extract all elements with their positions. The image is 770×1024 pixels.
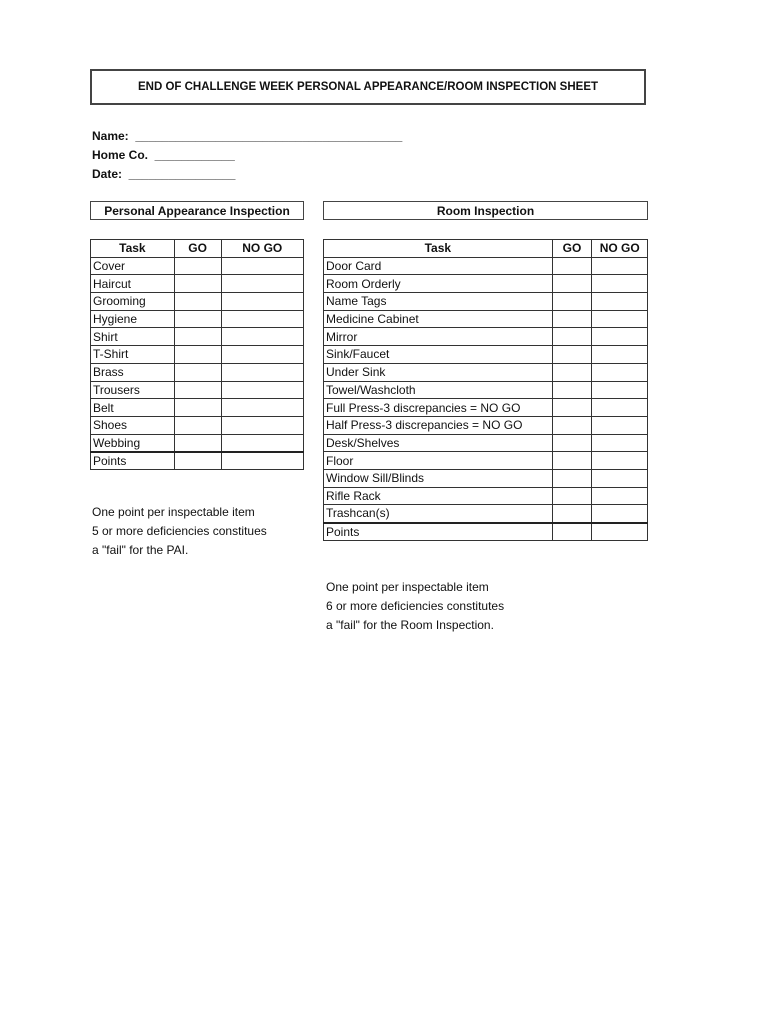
task-cell: Towel/Washcloth — [324, 381, 553, 399]
go-cell[interactable] — [174, 310, 221, 328]
table-row — [91, 416, 304, 434]
pai-table — [90, 239, 304, 470]
pai-heading: Personal Appearance Inspection — [90, 201, 304, 220]
go-cell[interactable] — [552, 363, 592, 381]
header-fields — [92, 127, 402, 184]
no-go-cell[interactable] — [221, 310, 303, 328]
column-header-no-go: NO GO — [221, 240, 303, 258]
table-row — [324, 469, 648, 487]
table-row — [324, 346, 648, 364]
room-note — [326, 578, 504, 635]
column-header-task: Task — [324, 240, 553, 258]
go-cell[interactable] — [552, 469, 592, 487]
room-heading: Room Inspection — [323, 201, 648, 220]
go-cell[interactable] — [174, 381, 221, 399]
task-cell: Cover — [91, 257, 175, 275]
sheet-title: END OF CHALLENGE WEEK PERSONAL APPEARANCE/ROOM INSPECTION SHEET — [90, 69, 646, 105]
table-row — [91, 346, 304, 364]
points-no-go-cell[interactable] — [592, 523, 648, 541]
table-row — [324, 310, 648, 328]
table-row — [324, 257, 648, 275]
task-cell: Trashcan(s) — [324, 505, 553, 523]
no-go-cell[interactable] — [592, 469, 648, 487]
task-cell: Rifle Rack — [324, 487, 553, 505]
go-cell[interactable] — [174, 346, 221, 364]
task-cell: Window Sill/Blinds — [324, 469, 553, 487]
task-cell: Under Sink — [324, 363, 553, 381]
task-cell: Half Press-3 discrepancies = NO GO — [324, 416, 553, 434]
column-header-go: GO — [174, 240, 221, 258]
no-go-cell[interactable] — [221, 381, 303, 399]
note-line: 5 or more deficiencies constitues — [92, 524, 267, 538]
go-cell[interactable] — [552, 257, 592, 275]
pai-note — [92, 503, 267, 560]
column-header-no-go: NO GO — [592, 240, 648, 258]
points-row — [324, 523, 648, 541]
room-table — [323, 239, 648, 541]
table-row — [324, 399, 648, 417]
no-go-cell[interactable] — [592, 452, 648, 470]
task-cell: Shoes — [91, 416, 175, 434]
date-field[interactable]: Date: ________________ — [92, 167, 236, 181]
task-cell: Medicine Cabinet — [324, 310, 553, 328]
no-go-cell[interactable] — [592, 293, 648, 311]
go-cell[interactable] — [552, 328, 592, 346]
no-go-cell[interactable] — [221, 434, 303, 452]
table-row — [324, 452, 648, 470]
no-go-cell[interactable] — [592, 381, 648, 399]
go-cell[interactable] — [552, 487, 592, 505]
task-cell: Haircut — [91, 275, 175, 293]
table-row — [91, 293, 304, 311]
task-cell: Mirror — [324, 328, 553, 346]
no-go-cell[interactable] — [592, 275, 648, 293]
no-go-cell[interactable] — [221, 275, 303, 293]
home-co-field[interactable]: Home Co. ____________ — [92, 148, 235, 162]
table-row — [324, 434, 648, 452]
task-cell: Name Tags — [324, 293, 553, 311]
no-go-cell[interactable] — [592, 363, 648, 381]
go-cell[interactable] — [552, 434, 592, 452]
table-row — [324, 293, 648, 311]
no-go-cell[interactable] — [221, 399, 303, 417]
go-cell[interactable] — [552, 275, 592, 293]
note-line: 6 or more deficiencies constitutes — [326, 599, 505, 613]
task-cell: Webbing — [91, 434, 175, 452]
note-line: One point per inspectable item — [326, 580, 489, 594]
table-row — [91, 257, 304, 275]
go-cell[interactable] — [174, 399, 221, 417]
task-cell: Door Card — [324, 257, 553, 275]
task-cell: Room Orderly — [324, 275, 553, 293]
task-cell: Desk/Shelves — [324, 434, 553, 452]
go-cell[interactable] — [174, 293, 221, 311]
task-cell: Grooming — [91, 293, 175, 311]
go-cell[interactable] — [552, 416, 592, 434]
no-go-cell[interactable] — [221, 328, 303, 346]
table-row — [324, 275, 648, 293]
task-cell: Full Press-3 discrepancies = NO GO — [324, 399, 553, 417]
task-cell: T-Shirt — [91, 346, 175, 364]
no-go-cell[interactable] — [221, 346, 303, 364]
task-cell: Brass — [91, 363, 175, 381]
no-go-cell[interactable] — [592, 505, 648, 523]
no-go-cell[interactable] — [221, 257, 303, 275]
no-go-cell[interactable] — [221, 293, 303, 311]
task-cell: Sink/Faucet — [324, 346, 553, 364]
table-row — [324, 487, 648, 505]
points-go-cell[interactable] — [552, 523, 592, 541]
no-go-cell[interactable] — [592, 416, 648, 434]
go-cell[interactable] — [174, 363, 221, 381]
task-cell: Floor — [324, 452, 553, 470]
task-cell: Trousers — [91, 381, 175, 399]
table-row — [324, 505, 648, 523]
table-row — [324, 328, 648, 346]
no-go-cell[interactable] — [592, 310, 648, 328]
go-cell[interactable] — [174, 434, 221, 452]
go-cell[interactable] — [174, 275, 221, 293]
go-cell[interactable] — [552, 381, 592, 399]
table-row — [91, 381, 304, 399]
points-go-cell[interactable] — [174, 452, 221, 470]
task-cell: Shirt — [91, 328, 175, 346]
task-cell: Belt — [91, 399, 175, 417]
go-cell[interactable] — [552, 293, 592, 311]
no-go-cell[interactable] — [592, 328, 648, 346]
no-go-cell[interactable] — [592, 434, 648, 452]
table-row — [91, 363, 304, 381]
go-cell[interactable] — [174, 328, 221, 346]
go-cell[interactable] — [552, 310, 592, 328]
go-cell[interactable] — [174, 416, 221, 434]
go-cell[interactable] — [552, 505, 592, 523]
no-go-cell[interactable] — [221, 416, 303, 434]
table-row — [91, 399, 304, 417]
go-cell[interactable] — [552, 346, 592, 364]
column-header-task: Task — [91, 240, 175, 258]
points-row — [91, 452, 304, 470]
no-go-cell[interactable] — [592, 399, 648, 417]
note-line: a "fail" for the Room Inspection. — [326, 618, 494, 632]
table-row — [91, 328, 304, 346]
column-header-go: GO — [552, 240, 592, 258]
go-cell[interactable] — [174, 257, 221, 275]
note-line: One point per inspectable item — [92, 505, 255, 519]
note-line: a "fail" for the PAI. — [92, 543, 189, 557]
table-row — [324, 381, 648, 399]
table-row — [91, 434, 304, 452]
points-no-go-cell[interactable] — [221, 452, 303, 470]
go-cell[interactable] — [552, 399, 592, 417]
go-cell[interactable] — [552, 452, 592, 470]
table-row — [324, 363, 648, 381]
name-field[interactable]: Name: ________________________________________ — [92, 129, 403, 143]
table-row — [91, 275, 304, 293]
task-cell: Hygiene — [91, 310, 175, 328]
no-go-cell[interactable] — [221, 363, 303, 381]
no-go-cell[interactable] — [592, 346, 648, 364]
no-go-cell[interactable] — [592, 257, 648, 275]
table-row — [324, 416, 648, 434]
points-label: Points — [324, 523, 553, 541]
points-label: Points — [91, 452, 175, 470]
no-go-cell[interactable] — [592, 487, 648, 505]
table-row — [91, 310, 304, 328]
